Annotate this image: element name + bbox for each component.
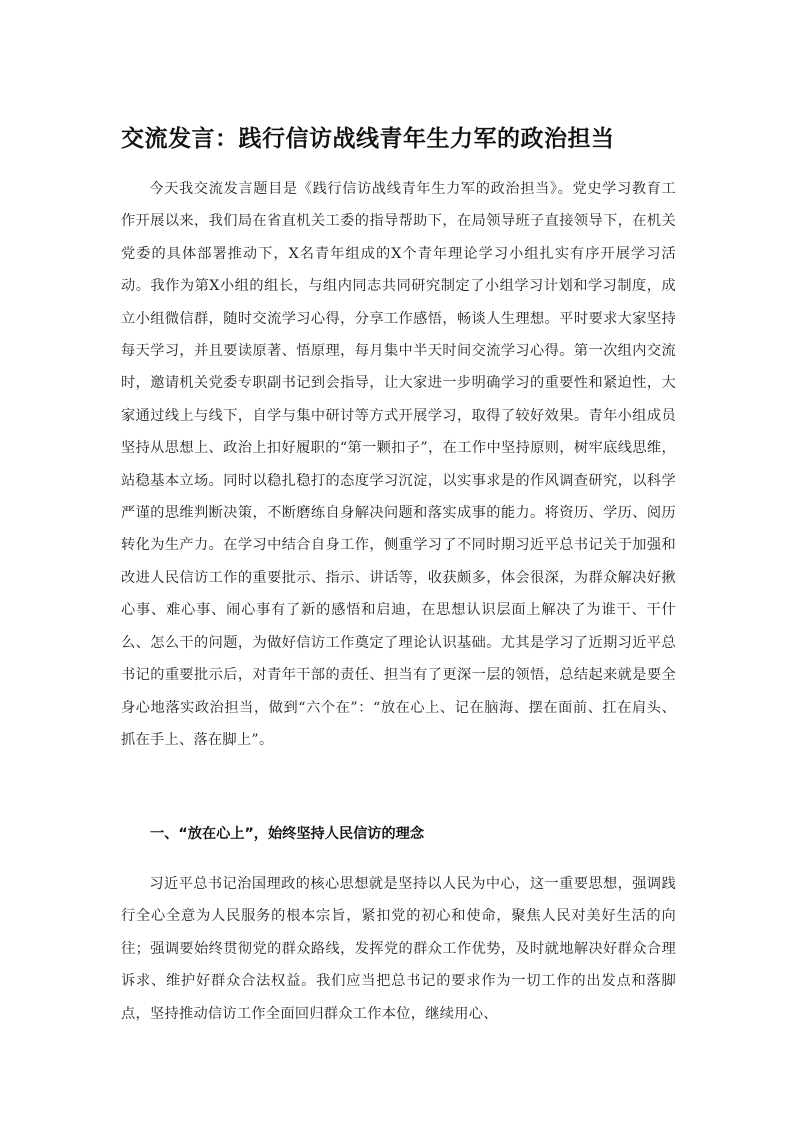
document-title: 交流发言：践行信访战线青年生力军的政治担当 (121, 126, 615, 152)
section-paragraph: 习近平总书记治国理政的核心思想就是坚持以人民为中心，这一重要思想，强调践行全心全意为人民服务的根本宗旨，紧扣党的初心和使命，聚焦人民对美好生活的向往；强调要始终贯彻党的群众路线，发挥党的群众工作优势，及时就地解决好群众合理诉求、维护好群众合法权益。我们应当把总书记的要求作为一切工作的出发点和落脚点，坚持推动信访工作全面回归群众工作本位，继续用心、 (121, 876, 676, 1022)
intro-paragraph: 今天我交流发言题目是《践行信访战线青年生力军的政治担当》。党史学习教育工作开展以来，我们局在省直机关工委的指导帮助下，在局领导班子直接领导下，在机关党委的具体部署推动下，X名青年组成的X个青年理论学习小组扎实有序开展学习活动。我作为第X小组的组长，与组内同志共同研究制定了小组学习计划和学习制度，成立小组微信群，随时交流学习心得，分享工作感悟，畅谈人生理想。平时要求大家坚持每天学习，并且要读原著、悟原理，每月集中半天时间交流学习心得。第一次组内交流时，邀请机关党委专职副书记到会指导，让大家进一步明确学习的重要性和紧迫性，大家通过线上与线下，自学与集中研讨等方式开展学习，取得了较好效果。青年小组成员坚持从思想上、政治上扣好履职的“第一颗扣子”，在工作中坚持原则，树牢底线思维，站稳基本立场。同时以稳扎稳打的态度学习沉淀，以实事求是的作风调查研究，以科学严谨的思维判断决策，不断磨练自身解决问题和落实成事的能力。将资历、学历、阅历转化为生产力。在学习中结合自身工作，侧重学习了不同时期习近平总书记关于加强和改进人民信访工作的重要批示、指示、讲话等，收获颇多，体会很深，为群众解决好揪心事、难心事、闹心事有了新的感悟和启迪，在思想认识层面上解决了为谁干、干什么、怎么干的问题，为做好信访工作奠定了理论认识基础。尤其是学习了近期习近平总书记的重要批示后，对青年干部的责任、担当有了更深一层的领悟，总结起来就是要全身心地落实政治担当，做到“六个在”：“放在心上、记在脑海、摆在面前、扛在肩头、抓在手上、落在脚上”。 (121, 181, 676, 748)
section-heading: 一、“放在心上”，始终坚持人民信访的理念 (150, 826, 425, 842)
